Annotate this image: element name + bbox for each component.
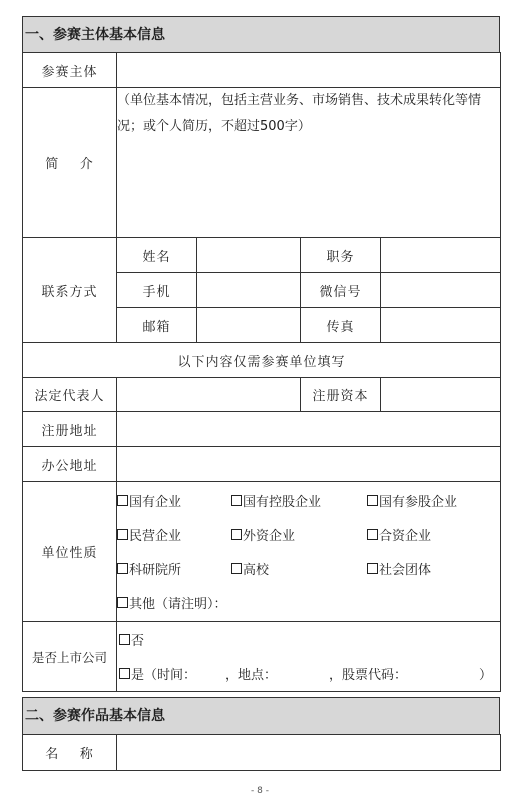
section-2-header: 二、参赛作品基本信息 (22, 697, 500, 735)
page-number: - 8 - (251, 786, 269, 796)
checkbox-option[interactable]: 社会团体 (367, 559, 481, 578)
position-label: 职务 (301, 238, 381, 273)
work-name-input[interactable] (117, 735, 501, 771)
email-label: 邮箱 (117, 308, 197, 343)
checkbox-option[interactable]: 高校 (231, 559, 367, 578)
intro-note: （单位基本情况，包括主营业务、市场销售、技术成果转化等情况；或个人简历，不超过500字） (117, 93, 482, 134)
checkbox-icon (117, 563, 128, 574)
entity-info-table (22, 52, 501, 692)
checkbox-icon (367, 529, 378, 540)
checkbox-icon (231, 563, 242, 574)
name-label: 姓名 (117, 238, 197, 273)
nature-row (117, 552, 500, 586)
nature-row (117, 484, 500, 518)
reg-addr-input[interactable] (117, 412, 501, 447)
checkbox-option[interactable]: 民营企业 (117, 525, 231, 544)
wechat-label: 微信号 (301, 273, 381, 308)
entity-input[interactable] (117, 53, 501, 88)
nature-row (117, 518, 500, 552)
intro-label: 简 介 (23, 88, 117, 238)
listed-yes-option[interactable]: 是（时间： ，地点： ，股票代码： ） (117, 657, 500, 691)
legal-rep-input[interactable] (117, 378, 301, 412)
wechat-input[interactable] (381, 273, 501, 308)
checkbox-icon (119, 634, 130, 645)
checkbox-icon (117, 495, 128, 506)
intro-input[interactable] (117, 88, 501, 238)
checkbox-icon (367, 563, 378, 574)
checkbox-option[interactable]: 外资企业 (231, 525, 367, 544)
checkbox-icon (231, 495, 242, 506)
section-1-header: 一、参赛主体基本信息 (22, 16, 500, 53)
email-input[interactable] (197, 308, 301, 343)
nature-options (117, 482, 501, 622)
checkbox-option[interactable]: 国有参股企业 (367, 491, 481, 510)
checkbox-icon (119, 668, 130, 679)
work-info-table (22, 734, 501, 771)
checkbox-option[interactable]: 科研院所 (117, 559, 231, 578)
phone-input[interactable] (197, 273, 301, 308)
office-addr-input[interactable] (117, 447, 501, 482)
capital-input[interactable] (381, 378, 501, 412)
fax-label: 传真 (301, 308, 381, 343)
checkbox-icon (117, 597, 128, 608)
legal-rep-label: 法定代表人 (23, 378, 117, 412)
checkbox-option[interactable]: 国有企业 (117, 491, 231, 510)
reg-addr-label: 注册地址 (23, 412, 117, 447)
checkbox-option[interactable]: 国有控股企业 (231, 491, 367, 510)
capital-label: 注册资本 (301, 378, 381, 412)
checkbox-option-other[interactable]: 其他（请注明）： (117, 593, 227, 612)
work-name-label: 名 称 (23, 735, 117, 771)
phone-label: 手机 (117, 273, 197, 308)
nature-row (117, 586, 500, 620)
name-input[interactable] (197, 238, 301, 273)
position-input[interactable] (381, 238, 501, 273)
checkbox-option[interactable]: 合资企业 (367, 525, 481, 544)
office-addr-label: 办公地址 (23, 447, 117, 482)
entity-label: 参赛主体 (23, 53, 117, 88)
listed-no-option[interactable]: 否 (117, 623, 500, 657)
contact-label: 联系方式 (23, 238, 117, 343)
checkbox-icon (117, 529, 128, 540)
unit-only-notice: 以下内容仅需参赛单位填写 (23, 343, 501, 378)
listed-options (117, 622, 501, 692)
checkbox-icon (231, 529, 242, 540)
listed-label: 是否上市公司 (23, 622, 117, 692)
fax-input[interactable] (381, 308, 501, 343)
nature-label: 单位性质 (23, 482, 117, 622)
checkbox-icon (367, 495, 378, 506)
